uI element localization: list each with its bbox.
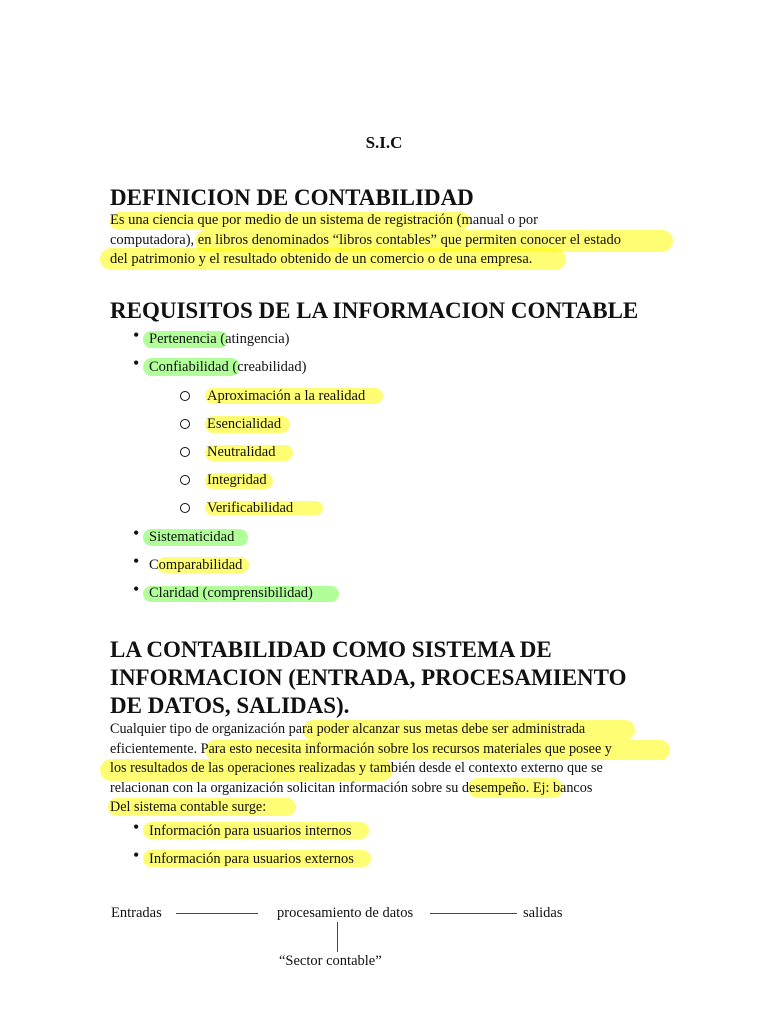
section-heading-definicion: DEFINICION DE CONTABILIDAD: [110, 185, 474, 210]
usuario-item: Información para usuarios externos: [149, 851, 354, 867]
paragraph-line: Es una ciencia que por medio de un sistema de registración (manual o por: [110, 212, 539, 228]
subrequisito-item: Verificabilidad: [207, 500, 294, 516]
circle-bullet-icon: [180, 503, 190, 513]
section-heading-sistema: [110, 636, 626, 720]
requisito-item: Comparabilidad: [149, 557, 243, 573]
bullet-icon: •: [133, 817, 140, 837]
circle-bullet-icon: [180, 391, 190, 401]
requisito-item: Pertenencia (atingencia): [149, 331, 290, 347]
diagram-process-label: procesamiento de datos: [277, 905, 414, 921]
circle-bullet-icon: [180, 475, 190, 485]
bullet-icon: •: [133, 523, 140, 543]
connector-line: [337, 922, 338, 952]
circle-bullet-icon: [180, 419, 190, 429]
heading-line: LA CONTABILIDAD COMO SISTEMA DE: [110, 637, 552, 662]
heading-line: DE DATOS, SALIDAS).: [110, 693, 350, 718]
paragraph-line: eficientemente. Para esto necesita información sobre los recursos materiales que posee y: [110, 740, 612, 757]
usuario-item: Información para usuarios internos: [149, 823, 352, 839]
paragraph-line: del patrimonio y el resultado obtenido de un comercio o de una empresa.: [110, 251, 533, 267]
diagram-output-label: salidas: [523, 905, 563, 921]
bullet-icon: •: [133, 845, 140, 865]
document-title: S.I.C: [365, 133, 403, 152]
subrequisito-item: Aproximación a la realidad: [207, 388, 366, 404]
requisito-item: Confiabilidad (creabilidad): [149, 359, 307, 375]
paragraph-line: computadora), en libros denominados “libros contables” que permiten conocer el estado: [110, 231, 621, 248]
paragraph-line: Del sistema contable surge:: [110, 799, 267, 815]
bullet-icon: •: [133, 579, 140, 599]
bullet-icon: •: [133, 353, 140, 373]
diagram-input-label: Entradas: [111, 905, 162, 921]
paragraph-line: relacionan con la organización solicitan información sobre su desempeño. Ej: bancos: [110, 779, 593, 796]
heading-line: INFORMACION (ENTRADA, PROCESAMIENTO: [110, 665, 627, 690]
paragraph-line: los resultados de las operaciones realizadas y también desde el contexto externo que se: [110, 760, 603, 776]
paragraph-line: Cualquier tipo de organización para poder alcanzar sus metas debe ser administrada: [110, 721, 586, 737]
requisito-item: Sistematicidad: [149, 529, 235, 545]
bullet-icon: •: [133, 551, 140, 571]
definition-paragraph: [110, 211, 670, 270]
connector-line: [430, 913, 517, 914]
subrequisito-item: Integridad: [207, 472, 267, 488]
sistema-paragraph: [110, 720, 675, 818]
bullet-icon: •: [133, 325, 140, 345]
subrequisito-item: Neutralidad: [207, 444, 276, 460]
requisito-item: Claridad (comprensibilidad): [149, 585, 313, 601]
section-heading-requisitos: REQUISITOS DE LA INFORMACION CONTABLE: [110, 298, 639, 323]
subrequisito-item: Esencialidad: [207, 416, 282, 432]
diagram-sector-label: “Sector contable”: [279, 953, 382, 969]
connector-line: [176, 913, 258, 914]
circle-bullet-icon: [180, 447, 190, 457]
